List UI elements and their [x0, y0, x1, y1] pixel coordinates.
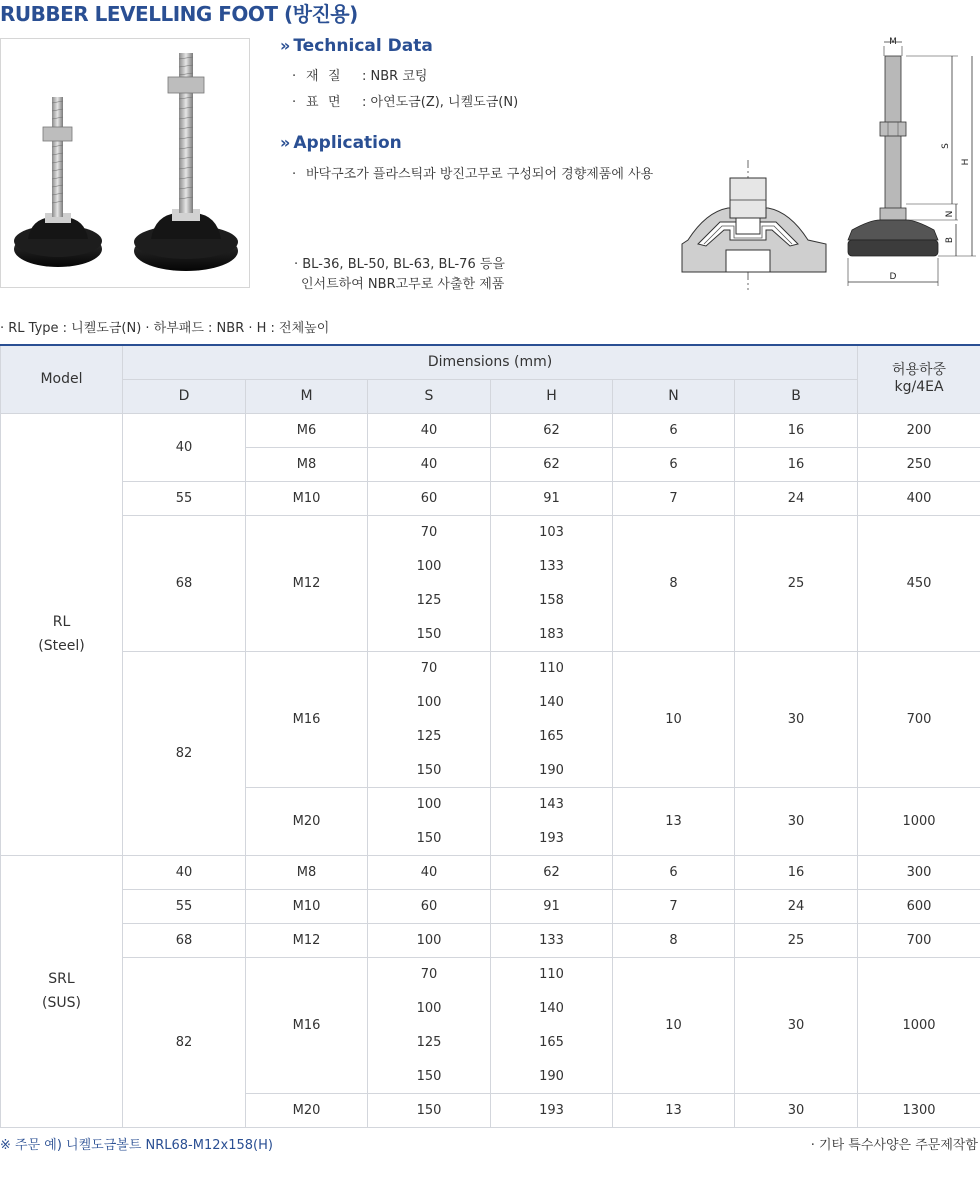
table-cell: 133	[491, 923, 613, 957]
table-cell: 400	[858, 481, 980, 515]
header-col-n: N	[613, 379, 735, 413]
model-material: (SUS)	[42, 995, 81, 1011]
table-cell: 110	[491, 957, 613, 991]
table-cell: 150	[368, 1093, 491, 1127]
table-cell: 6	[613, 855, 735, 889]
table-cell: 190	[491, 753, 613, 787]
table-cell: 16	[735, 413, 858, 447]
table-cell: 68	[123, 923, 246, 957]
table-cell: 70	[368, 651, 491, 685]
page-title: RUBBER LEVELLING FOOT (방진용)	[0, 2, 358, 26]
bullet-icon: ·	[292, 167, 297, 182]
header-dimensions: Dimensions (mm)	[123, 345, 858, 379]
model-name: SRL	[48, 971, 75, 987]
table-cell: M10	[246, 889, 368, 923]
table-cell: M20	[246, 787, 368, 855]
table-cell: M16	[246, 957, 368, 1093]
table-row	[1, 889, 980, 923]
table-cell: 150	[368, 1059, 491, 1093]
spec-surface	[292, 91, 518, 110]
dim-label-d: D	[889, 272, 897, 282]
table-cell: 143	[491, 787, 613, 821]
table-cell: 91	[491, 481, 613, 515]
application-text	[292, 163, 653, 182]
table-cell: 10	[613, 651, 735, 787]
insert-note-line2: 인서트하여 NBR고무로 사출한 제품	[301, 277, 505, 292]
table-row	[1, 855, 980, 889]
table-cell: 40	[368, 855, 491, 889]
table-cell: 68	[123, 515, 246, 651]
table-cell: 100	[368, 923, 491, 957]
table-cell: M6	[246, 413, 368, 447]
table-cell: M12	[246, 923, 368, 957]
table-cell: 82	[123, 651, 246, 855]
table-cell: 30	[735, 651, 858, 787]
model-cell-rl	[1, 413, 123, 855]
header-col-h: H	[491, 379, 613, 413]
table-cell: M20	[246, 1093, 368, 1127]
table-cell: 300	[858, 855, 980, 889]
table-cell: 40	[368, 413, 491, 447]
table-cell: 8	[613, 923, 735, 957]
spec-key: 질	[328, 69, 341, 84]
dimension-diagram	[840, 34, 980, 290]
table-cell: 8	[613, 515, 735, 651]
table-cell: 193	[491, 1093, 613, 1127]
header-col-m: M	[246, 379, 368, 413]
table-cell: 24	[735, 889, 858, 923]
table-cell: 25	[735, 515, 858, 651]
table-cell: 140	[491, 685, 613, 719]
header-col-s: S	[368, 379, 491, 413]
dim-label-h: H	[961, 158, 971, 166]
table-cell: 1300	[858, 1093, 980, 1127]
order-example: ※ 주문 예) 니켈도금볼트 NRL68-M12x158(H)	[0, 1138, 273, 1153]
table-cell: 100	[368, 685, 491, 719]
table-cell: 193	[491, 821, 613, 855]
header-load-line2: kg/4EA	[894, 379, 944, 396]
table-cell: 150	[368, 617, 491, 651]
spec-table	[0, 344, 980, 1128]
table-cell: M12	[246, 515, 368, 651]
table-cell: 100	[368, 991, 491, 1025]
table-cell: 1000	[858, 787, 980, 855]
table-row	[1, 923, 980, 957]
table-cell: 30	[735, 1093, 858, 1127]
spec-value: : 아연도금(Z), 니켈도금(N)	[362, 95, 519, 110]
table-cell: 7	[613, 889, 735, 923]
table-cell: 13	[613, 787, 735, 855]
table-cell: 24	[735, 481, 858, 515]
application-value: 바닥구조가 플라스틱과 방진고무로 구성되어 경향제품에 사용	[306, 167, 654, 182]
table-cell: 10	[613, 957, 735, 1093]
table-cell: 30	[735, 787, 858, 855]
table-cell: 125	[368, 583, 491, 617]
model-name: RL	[52, 614, 71, 630]
table-cell: M8	[246, 855, 368, 889]
table-cell: 100	[368, 549, 491, 583]
application-heading	[280, 133, 402, 153]
table-cell: 62	[491, 413, 613, 447]
table-cell: 103	[491, 515, 613, 549]
table-cell: 110	[491, 651, 613, 685]
table-cell: 40	[123, 855, 246, 889]
table-row	[1, 413, 980, 447]
table-cell: 7	[613, 481, 735, 515]
table-cell: 450	[858, 515, 980, 651]
table-row	[1, 481, 980, 515]
product-photo	[0, 38, 250, 288]
spec-key: 면	[328, 95, 341, 110]
table-cell: 55	[123, 481, 246, 515]
spec-key: 재	[306, 69, 319, 84]
table-row	[1, 651, 980, 685]
table-cell: M16	[246, 651, 368, 787]
header-model: Model	[1, 345, 123, 413]
table-cell: 70	[368, 957, 491, 991]
application-label: Application	[293, 133, 402, 153]
table-cell: 150	[368, 753, 491, 787]
table-cell: 30	[735, 957, 858, 1093]
table-row	[1, 957, 980, 991]
table-cell: 150	[368, 821, 491, 855]
table-cell: 62	[491, 447, 613, 481]
table-cell: 190	[491, 1059, 613, 1093]
technical-data-heading	[280, 36, 433, 56]
table-cell: 60	[368, 481, 491, 515]
model-cell-srl	[1, 855, 123, 1127]
double-chevron-icon: »	[280, 36, 291, 55]
table-cell: 16	[735, 855, 858, 889]
table-cell: 13	[613, 1093, 735, 1127]
double-chevron-icon: »	[280, 133, 291, 152]
dim-label-m: M	[889, 37, 897, 47]
table-cell: 91	[491, 889, 613, 923]
table-cell: 200	[858, 413, 980, 447]
table-cell: 600	[858, 889, 980, 923]
table-cell: 70	[368, 515, 491, 549]
model-material: (Steel)	[38, 638, 85, 654]
header-col-d: D	[123, 379, 246, 413]
table-cell: 183	[491, 617, 613, 651]
table-row	[1, 515, 980, 549]
table-cell: 125	[368, 1025, 491, 1059]
table-cell: 16	[735, 447, 858, 481]
bullet-icon: ·	[292, 95, 297, 110]
table-cell: 40	[368, 447, 491, 481]
table-cell: 6	[613, 413, 735, 447]
table-cell: 25	[735, 923, 858, 957]
insert-note-line1: · BL-36, BL-50, BL-63, BL-76 등을	[294, 257, 505, 272]
table-cell: 700	[858, 923, 980, 957]
dim-label-n: N	[945, 210, 955, 218]
table-cell: 158	[491, 583, 613, 617]
spec-material	[292, 65, 427, 84]
table-cell: 62	[491, 855, 613, 889]
table-cell: 140	[491, 991, 613, 1025]
table-cell: 165	[491, 1025, 613, 1059]
custom-order-note: · 기타 특수사양은 주문제작함	[810, 1138, 978, 1153]
dim-label-s: S	[941, 143, 951, 149]
header-load-line1: 허용하중	[891, 362, 947, 379]
table-cell: 55	[123, 889, 246, 923]
table-cell: 1000	[858, 957, 980, 1093]
spec-key: 표	[306, 95, 319, 110]
table-cell: 700	[858, 651, 980, 787]
table-cell: 60	[368, 889, 491, 923]
table-cell: M8	[246, 447, 368, 481]
type-note: · RL Type : 니켈도금(N) · 하부패드 : NBR · H : 전체높이	[0, 321, 330, 336]
table-cell: 40	[123, 413, 246, 481]
table-cell: 165	[491, 719, 613, 753]
dim-label-b: B	[945, 236, 955, 244]
header-load	[858, 345, 980, 413]
header-col-b: B	[735, 379, 858, 413]
bullet-icon: ·	[292, 69, 297, 84]
technical-data-label: Technical Data	[293, 36, 433, 56]
table-cell: 100	[368, 787, 491, 821]
cross-section-diagram	[680, 160, 828, 290]
table-cell: 82	[123, 957, 246, 1127]
table-cell: 250	[858, 447, 980, 481]
table-cell: M10	[246, 481, 368, 515]
table-cell: 125	[368, 719, 491, 753]
table-cell: 133	[491, 549, 613, 583]
table-cell: 6	[613, 447, 735, 481]
spec-value: : NBR 코팅	[362, 69, 428, 84]
